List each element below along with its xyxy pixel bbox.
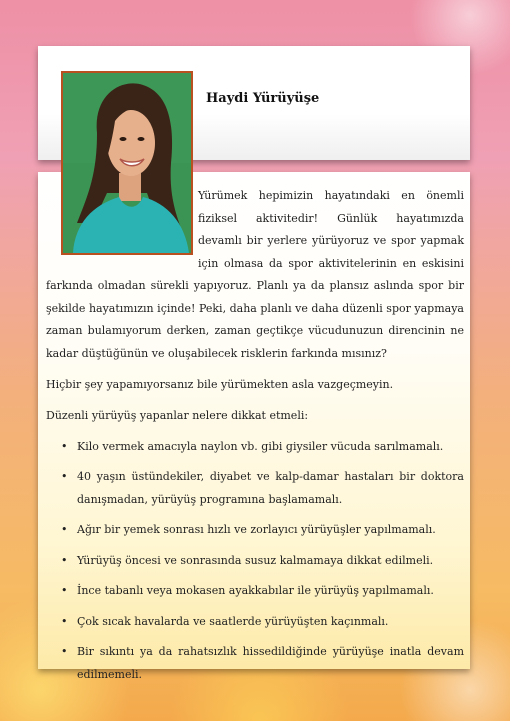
author-photo bbox=[61, 71, 193, 255]
article-title: Haydi Yürüyüşe bbox=[206, 91, 320, 106]
bullet-icon: • bbox=[61, 553, 68, 567]
paragraph-checklist-intro: Düzenli yürüyüş yapanlar nelere dikkat etmeli: bbox=[46, 408, 309, 422]
intro-paragraph: Yürümek hepimizin hayatındaki en önemli fiziksel aktivitedir! Günlük hayatımızda devamlı bir yerlere yürüyoruz ve spor yapmak için olmasa da spor aktivitelerinin en eskisini farkında olmadan sürekli yapıyoruz. Planlı ya da plansız aslında spor bir şekilde hayatımızın içinde! Peki, daha planlı ve daha düzenli spor yapmaya zaman bulamıyorum derken, zaman geçtikçe vücudunuzun direncinin ne kadar düştüğünün ve oluşabilecek risklerin farkında mısınız? bbox=[46, 189, 464, 360]
bullet-icon: • bbox=[61, 614, 68, 628]
list-item: • Çok sıcak havalarda ve saatlerde yürüyüşten kaçınmalı. bbox=[46, 611, 464, 634]
bullet-icon: • bbox=[61, 523, 68, 536]
list-item: • 40 yaşın üstündekiler, diyabet ve kalp-damar hastaları bir doktora danışmadan, yürüyüş programına başlamamalı. bbox=[46, 466, 464, 511]
list-item: • Yürüyüş öncesi ve sonrasında susuz kalmamaya dikkat edilmeli. bbox=[46, 550, 464, 573]
bullet-icon: • bbox=[61, 470, 68, 483]
bullet-icon: • bbox=[61, 584, 68, 597]
bullet-icon: • bbox=[61, 439, 68, 453]
bullet-icon: • bbox=[61, 645, 68, 658]
tips-list bbox=[46, 436, 464, 687]
article-body bbox=[46, 185, 464, 694]
paragraph-never-give-up: Hiçbir şey yapamıyorsanız bile yürümekten asla vazgeçmeyin. bbox=[46, 377, 394, 391]
list-item: • Kilo vermek amacıyla naylon vb. gibi giysiler vücuda sarılmamalı. bbox=[46, 436, 464, 459]
list-item: • Ağır bir yemek sonrası hızlı ve zorlayıcı yürüyüşler yapılmamalı. bbox=[46, 519, 464, 542]
list-item: • İnce tabanlı veya mokasen ayakkabılar ile yürüyüş yapılmamalı. bbox=[46, 580, 464, 603]
portrait-illustration bbox=[63, 73, 191, 253]
list-item: • Bir sıkıntı ya da rahatsızlık hissedildiğinde yürüyüşe inatla devam edilmemeli. bbox=[46, 641, 464, 686]
